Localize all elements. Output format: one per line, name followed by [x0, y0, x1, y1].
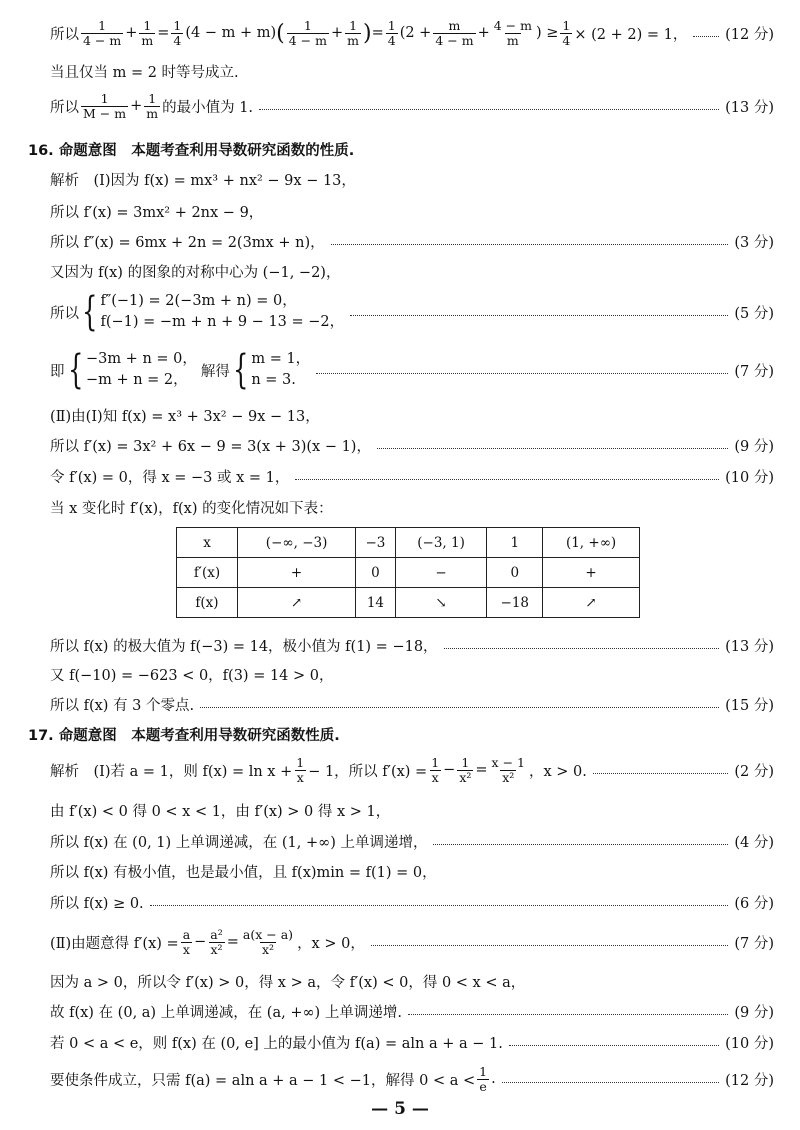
score-label: (7 分) [734, 363, 774, 380]
fraction: $\frac{m}{4 - m}$ [435, 18, 474, 48]
decreasing-arrow-icon: ↘ [395, 588, 487, 618]
fraction: $\frac{1}{4}$ [562, 18, 571, 48]
leader-dots [200, 707, 719, 708]
variation-table [176, 527, 640, 618]
fraction: $\frac{1}{m}$ [146, 91, 159, 121]
leader-dots [316, 373, 728, 374]
text-line: 故 f(x) 在 (0, a) 上单调递减，在 (a, +∞) 上单调递增. (9 分) [50, 1000, 774, 1022]
text-line: 解析 (Ⅰ)因为 f(x) = mx³ + nx² − 9x − 13， [50, 172, 356, 189]
fraction: $\frac{1}{4 - m}$ [83, 18, 122, 48]
table-cell: + [543, 558, 640, 588]
leader-dots [350, 315, 728, 316]
table-cell: 1 [487, 528, 543, 558]
table-cell: (1, +∞) [543, 528, 640, 558]
table-cell: 14 [356, 588, 395, 618]
section-heading: 16. 命题意图 本题考查利用导数研究函数的性质. [28, 142, 355, 159]
table-row [177, 588, 640, 618]
score-label: (12 分) [725, 26, 774, 43]
left-brace: { [232, 347, 249, 393]
text-line: 所以 $\frac{1}{4 - m}$ + $\frac{1}{m}$ = $\frac{1}{4}$ (4 − m + m) ( $\frac{1}{4 - m}$ + $\frac{1}{m}$ ) = $\frac{1}{4}$ (2 + $\frac{m}{4 - m}$ + $\frac{4 - m}{m}$ ) ≥ $\frac{1}{4}$ × (2 + 2) = 1， (12 分) [50, 18, 774, 48]
text-line: 所以 f″(x) = 6mx + 2n = 2(3mx + n)， (3 分) [50, 230, 774, 252]
fraction: $\frac{1}{e}$ [479, 1064, 488, 1094]
fraction: $\frac{1}{x}$ [296, 755, 305, 785]
text-line: 当且仅当 m = 2 时等号成立. [50, 64, 239, 81]
table-cell: 0 [356, 558, 395, 588]
fraction: $\frac{a}{x}$ [182, 927, 191, 957]
text-line: (Ⅱ)由(Ⅰ)知 f(x) = x³ + 3x² − 9x − 13， [50, 408, 320, 425]
score-label: (7 分) [734, 935, 774, 952]
fraction: $\frac{1}{4 - m}$ [288, 18, 327, 48]
table-cell: (−3, 1) [395, 528, 487, 558]
table-cell: 0 [487, 558, 543, 588]
text-line: 所以 $\frac{1}{M - m}$ + $\frac{1}{m}$ 的最小值为 1. (13 分) [50, 91, 774, 121]
fraction: $\frac{1}{4}$ [173, 18, 182, 48]
table-cell: −3 [356, 528, 395, 558]
text-line: 所以 f(x) 的极大值为 f(−3) = 14，极小值为 f(1) = −18， (13 分) [50, 634, 774, 656]
score-label: (10 分) [725, 1035, 774, 1052]
leader-dots [331, 244, 729, 245]
fraction: $\frac{1}{\text{x²}}$ [459, 755, 472, 785]
table-cell: −18 [487, 588, 543, 618]
leader-dots [444, 648, 720, 649]
table-cell: (−∞, −3) [238, 528, 356, 558]
text-line: 由 f′(x) < 0 得 0 < x < 1，由 f′(x) > 0 得 x > 1， [50, 803, 391, 820]
text-line: 所以 f(x) 有极小值，也是最小值，且 f(x)min = f(1) = 0， [50, 864, 437, 881]
fraction: $\frac{x - 1}{\text{x²}}$ [491, 755, 525, 785]
score-label: (5 分) [734, 305, 774, 322]
leader-dots [502, 1082, 719, 1083]
equation-system: f″(−1) = 2(−3m + n) = 0， f(−1) = −m + n + 9 − 13 = −2， [100, 292, 345, 330]
leader-dots [408, 1014, 728, 1015]
leader-dots [150, 905, 729, 906]
left-brace: { [67, 347, 83, 393]
score-label: (15 分) [725, 697, 774, 714]
fraction: $\frac{1}{m}$ [141, 18, 154, 48]
text-line: 因为 a > 0，所以令 f′(x) > 0，得 x > a，令 f′(x) < 0，得 0 < x < a， [50, 974, 526, 991]
leader-dots [433, 844, 728, 845]
text-line: 当 x 变化时 f′(x)，f(x) 的变化情况如下表： [50, 500, 333, 517]
table-row [177, 528, 640, 558]
text-line: 令 f′(x) = 0，得 x = −3 或 x = 1， (10 分) [50, 465, 774, 487]
fraction: $\frac{1}{x}$ [431, 755, 440, 785]
text-line: (Ⅱ)由题意得 f′(x) = $\frac{a}{x}$ − $\frac{\text{a²}}{\text{x²}}$ = $\frac{a(x - a)}{\text{x²}}$ ，x > 0， (7 分) [50, 927, 774, 957]
table-cell: f(x) [177, 588, 238, 618]
score-label: (2 分) [734, 763, 774, 780]
fraction: $\frac{a(x - a)}{\text{x²}}$ [242, 927, 294, 957]
fraction: $\frac{1}{m}$ [347, 18, 359, 48]
table-cell: x [177, 528, 238, 558]
leader-dots [259, 109, 719, 110]
score-label: (6 分) [734, 895, 774, 912]
leader-dots [295, 479, 719, 480]
text-line: 即 { −3m + n = 0， −m + n = 2， 解得 { m = 1， n = 3. (7 分) [50, 347, 774, 393]
table-row [177, 558, 640, 588]
leader-dots [693, 36, 719, 37]
text-line: 所以 f′(x) = 3mx² + 2nx − 9， [50, 204, 264, 221]
score-label: (3 分) [734, 234, 774, 251]
fraction: $\frac{\text{a²}}{\text{x²}}$ [210, 927, 223, 957]
page-number: — 5 — [371, 1099, 429, 1119]
table-cell: f′(x) [177, 558, 238, 588]
table-cell: − [395, 558, 487, 588]
score-label: (13 分) [725, 99, 774, 116]
text-line: 若 0 < a < e，则 f(x) 在 (0, e] 上的最小值为 f(a) = aln a + a − 1. (10 分) [50, 1031, 774, 1053]
text-line: 所以 f′(x) = 3x² + 6x − 9 = 3(x + 3)(x − 1)， (9 分) [50, 434, 774, 456]
score-label: (9 分) [734, 1004, 774, 1021]
section-heading: 17. 命题意图 本题考查利用导数研究函数性质. [28, 727, 340, 744]
score-label: (4 分) [734, 834, 774, 851]
score-label: (10 分) [725, 469, 774, 486]
text-line: 所以 f(x) 在 (0, 1) 上单调递减，在 (1, +∞) 上单调递增， (4 分) [50, 830, 774, 852]
fraction: $\frac{1}{4}$ [387, 18, 396, 48]
leader-dots [509, 1045, 719, 1046]
leader-dots [593, 773, 728, 774]
text-line: 解析 (Ⅰ)若 a = 1，则 f(x) = ln x + $\frac{1}{x}$ − 1，所以 f′(x) = $\frac{1}{x}$ − $\frac{1}{\text{x²}}$ = $\frac{x - 1}{\text{x²}}$ ，x > 0. (2 分) [50, 755, 774, 785]
leader-dots [371, 945, 729, 946]
text-line: 所以 f(x) ≥ 0. (6 分) [50, 891, 774, 913]
fraction: $\frac{4 - m}{m}$ [493, 18, 532, 48]
increasing-arrow-icon: ↗ [238, 588, 356, 618]
table-cell: + [238, 558, 356, 588]
left-brace: { [82, 289, 98, 335]
text-line: 又 f(−10) = −623 < 0，f(3) = 14 > 0， [50, 667, 334, 684]
leader-dots [377, 448, 728, 449]
increasing-arrow-icon: ↗ [543, 588, 640, 618]
equation-system: −3m + n = 0， −m + n = 2， [85, 350, 197, 388]
equation-system: m = 1， n = 3. [251, 350, 311, 388]
text-line: 又因为 f(x) 的图象的对称中心为 (−1, −2)， [50, 264, 341, 281]
fraction: $\frac{1}{M - m}$ [83, 91, 127, 121]
score-label: (12 分) [725, 1072, 774, 1089]
text-line: 要使条件成立，只需 f(a) = aln a + a − 1 < −1，解得 0 < a < $\frac{1}{e}$ . (12 分) [50, 1064, 774, 1094]
text-line: 所以 { f″(−1) = 2(−3m + n) = 0， f(−1) = −m + n + 9 − 13 = −2， (5 分) [50, 289, 774, 335]
text-line: 所以 f(x) 有 3 个零点. (15 分) [50, 693, 774, 715]
score-label: (13 分) [725, 638, 774, 655]
score-label: (9 分) [734, 438, 774, 455]
